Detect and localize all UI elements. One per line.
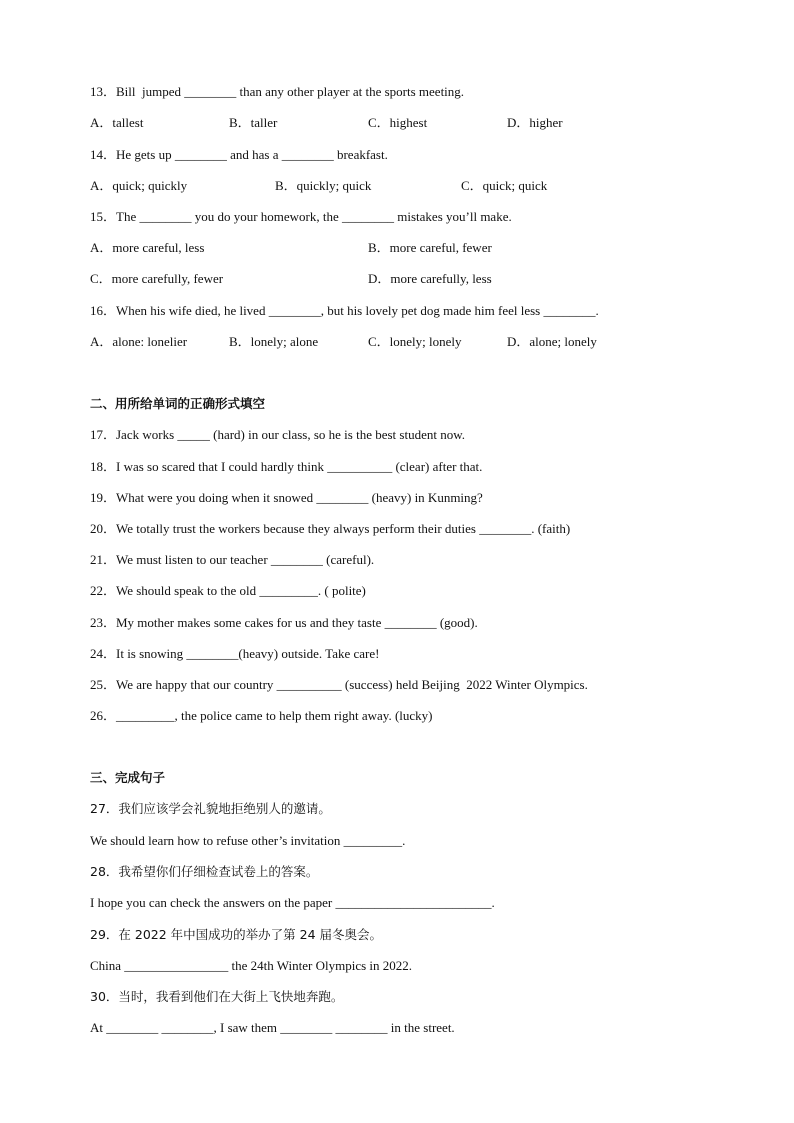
question-20: 20．We totally trust the workers because they always perform their duties ________. (faith) <box>90 521 571 536</box>
question-27-chinese: 27．我们应该学会礼貌地拒绝别人的邀请。 <box>90 801 331 816</box>
q16-option-d: D．alone; lonely <box>507 334 597 349</box>
q15-option-c: C．more carefully, fewer <box>90 271 224 286</box>
question-22: 22．We should speak to the old _________. ( polite) <box>90 583 366 598</box>
question-23: 23．My mother makes some cakes for us and they taste ________ (good). <box>90 615 478 630</box>
question-28-chinese: 28．我希望你们仔细检查试卷上的答案。 <box>90 864 319 879</box>
q13-option-c: C．highest <box>368 115 428 130</box>
question-28-english: I hope you can check the answers on the paper ________________________. <box>90 895 495 910</box>
question-30-english: At ________ ________, I saw them ________ ________ in the street. <box>90 1020 455 1035</box>
q15-option-d: D．more carefully, less <box>368 271 492 286</box>
q14-option-b: B．quickly; quick <box>275 178 372 193</box>
question-19: 19．What were you doing when it snowed ________ (heavy) in Kunming? <box>90 490 483 505</box>
question-16-stem: 16．When his wife died, he lived ________, but his lovely pet dog made him feel less ________. <box>90 303 599 318</box>
question-17: 17．Jack works _____ (hard) in our class, so he is the best student now. <box>90 427 466 442</box>
question-14-stem: 14．He gets up ________ and has a ________ breakfast. <box>90 147 388 162</box>
question-30-chinese: 30．当时，我看到他们在大街上飞快地奔跑。 <box>90 989 344 1004</box>
question-27-english: We should learn how to refuse other’s invitation _________. <box>90 833 406 848</box>
q15-option-a: A．more careful, less <box>90 240 205 255</box>
question-21: 21．We must listen to our teacher ________ (careful). <box>90 552 375 567</box>
q13-option-b: B．taller <box>229 115 278 130</box>
section-2-title: 二、用所给单词的正确形式填空 <box>90 396 266 411</box>
q16-option-a: A．alone: lonelier <box>90 334 188 349</box>
q16-option-c: C．lonely; lonely <box>368 334 462 349</box>
q14-option-a: A．quick; quickly <box>90 178 188 193</box>
section-3-title: 三、完成句子 <box>90 770 166 785</box>
q16-option-b: B．lonely; alone <box>229 334 319 349</box>
q13-option-d: D．higher <box>507 115 563 130</box>
question-13-stem: 13．Bill jumped ________ than any other player at the sports meeting. <box>90 84 465 99</box>
question-25: 25．We are happy that our country __________ (success) held Beijing 2022 Winter Olympics. <box>90 677 588 692</box>
q13-option-a: A．tallest <box>90 115 144 130</box>
question-26: 26．_________, the police came to help them right away. (lucky) <box>90 708 433 723</box>
question-18: 18．I was so scared that I could hardly think __________ (clear) after that. <box>90 459 483 474</box>
question-29-english: China ________________ the 24th Winter Olympics in 2022. <box>90 958 413 973</box>
q14-option-c: C．quick; quick <box>461 178 548 193</box>
question-29-chinese: 29．在 2022 年中国成功的举办了第 24 届冬奥会。 <box>90 927 383 942</box>
question-24: 24．It is snowing ________(heavy) outside. Take care! <box>90 646 380 661</box>
question-15-stem: 15．The ________ you do your homework, the ________ mistakes you’ll make. <box>90 209 512 224</box>
q15-option-b: B．more careful, fewer <box>368 240 492 255</box>
